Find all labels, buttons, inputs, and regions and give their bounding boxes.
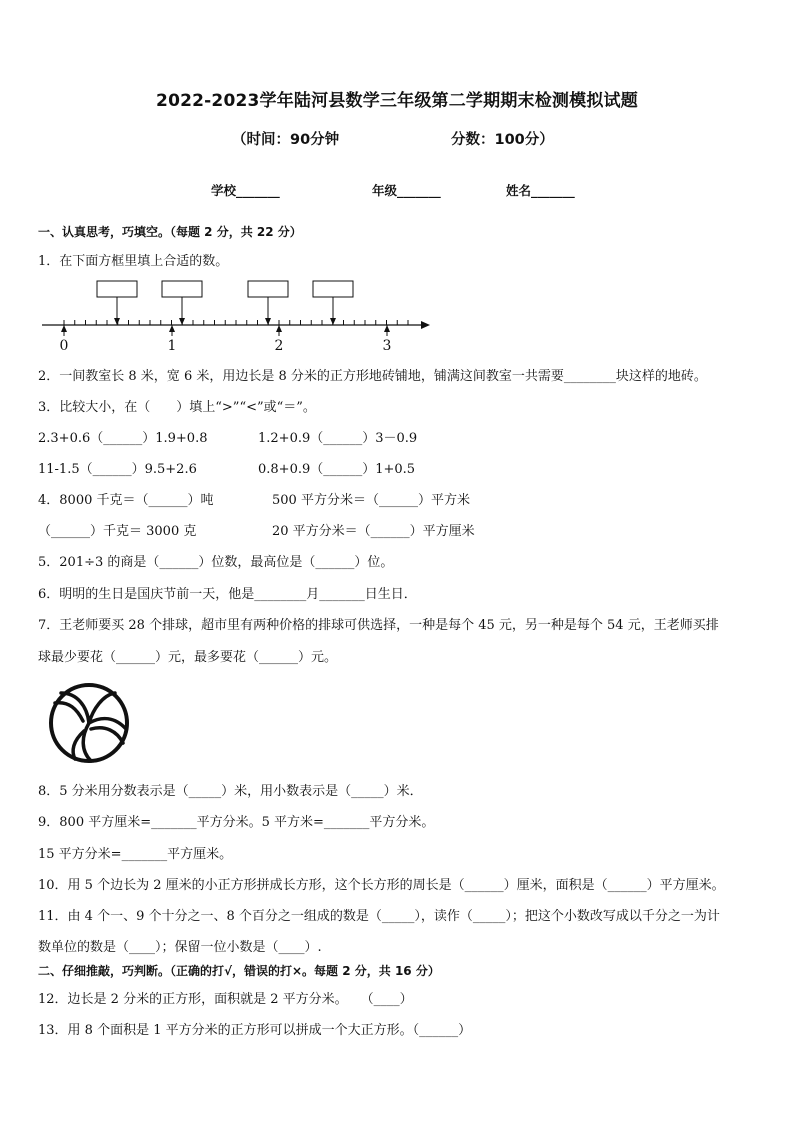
school-field: 学校_______ <box>211 183 280 198</box>
question-1: 1．在下面方框里填上合适的数。 <box>38 254 229 269</box>
question-10: 10．用 5 个边长为 2 厘米的小正方形拼成长方形，这个长方形的周长是（______）厘米，面积是（______）平方厘米。 <box>38 878 725 893</box>
question-3a: 2.3+0.6（______）1.9+0.8 <box>38 431 208 446</box>
section1-heading: 一、认真思考，巧填空。（每题 2 分，共 22 分） <box>38 225 302 239</box>
exam-time: （时间：90分钟 <box>232 132 340 148</box>
question-5: 5．201÷3 的商是（______）位数，最高位是（______）位。 <box>38 555 394 570</box>
answer-box-4 <box>313 281 353 297</box>
answer-boxes <box>97 281 353 297</box>
exam-title: 2022-2023学年陆河县数学三年级第二学期期末检测模拟试题 <box>156 91 638 111</box>
axis-label-2: 2 <box>274 338 284 354</box>
grade-field: 年级_______ <box>372 183 441 198</box>
question-7-line1: 7．王老师要买 28 个排球，超市里有两种价格的排球可供选择，一种是每个 45 元，另一种是每个 54 元，王老师买排 <box>38 618 719 633</box>
answer-box-2 <box>162 281 202 297</box>
question-2: 2．一间教室长 8 米，宽 6 米，用边长是 8 分米的正方形地砖铺地，铺满这间教室一共需要________块这样的地砖。 <box>38 369 707 384</box>
question-9-line1: 9．800 平方厘米=_______平方分米。5 平方米=_______平方分米。 <box>38 815 435 830</box>
question-3d: 0.8+0.9（______）1+0.5 <box>258 462 416 477</box>
unit-arrows <box>61 325 390 336</box>
question-11-line1: 11．由 4 个一、9 个十分之一、8 个百分之一组成的数是（_____），读作（_____）；把这个小数改写成以千分之一为计 <box>38 909 720 924</box>
section2-heading: 二、仔细推敲，巧判断。（正确的打√，错误的打×。每题 2 分，共 16 分） <box>38 964 440 978</box>
question-7-line2: 球最少要花（______）元，最多要花（______）元。 <box>38 650 338 665</box>
question-9-line2: 15 平方分米=_______平方厘米。 <box>38 847 233 862</box>
axis-label-3: 3 <box>382 338 392 354</box>
axis-arrow <box>421 321 430 329</box>
number-line-figure <box>38 276 438 356</box>
axis-label-1: 1 <box>167 338 177 354</box>
question-3c: 11-1.5（______）9.5+2.6 <box>38 462 197 477</box>
volleyball-image <box>47 681 131 765</box>
exam-score: 分数：100分） <box>451 132 554 148</box>
answer-box-3 <box>248 281 288 297</box>
question-6: 6．明明的生日是国庆节前一天，他是________月_______日生日． <box>38 587 417 602</box>
question-4b: 500 平方分米＝（______）平方米 <box>272 493 470 508</box>
box-pointers <box>117 297 333 319</box>
question-3b: 1.2+0.9（______）3－0.9 <box>258 431 418 446</box>
name-field: 姓名_______ <box>506 183 575 198</box>
axis-label-0: 0 <box>59 338 69 354</box>
question-12: 12．边长是 2 分米的正方形，面积就是 2 平方分米。 （____） <box>38 992 413 1007</box>
answer-box-1 <box>97 281 137 297</box>
question-4d: 20 平方分米＝（______）平方厘米 <box>272 524 475 539</box>
question-8: 8．5 分米用分数表示是（_____）米，用小数表示是（_____）米． <box>38 784 423 799</box>
question-4c: （______）千克＝ 3000 克 <box>38 524 197 539</box>
question-3: 3．比较大小，在（ ）填上“>”“<”或“＝”。 <box>38 400 316 415</box>
question-11-line2: 数单位的数是（____）；保留一位小数是（____）. <box>38 940 322 955</box>
question-13: 13．用 8 个面积是 1 平方分米的正方形可以拼成一个大正方形。（______） <box>38 1023 472 1038</box>
question-4a: 4．8000 千克＝（______）吨 <box>38 493 214 508</box>
